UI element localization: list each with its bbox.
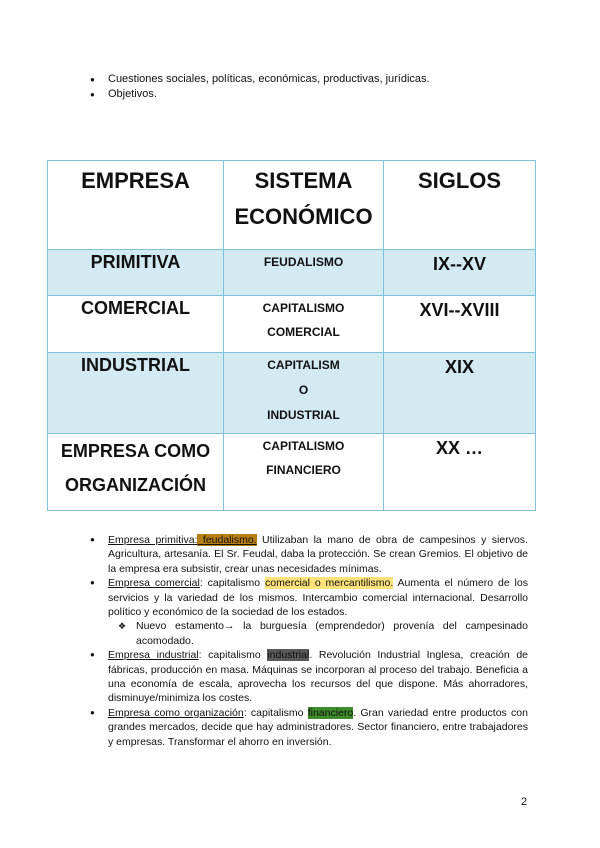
- cell-line: CAPITALISMO: [262, 439, 345, 453]
- cell-sistema: [224, 434, 384, 511]
- cell-line: CAPITALISMO: [262, 301, 345, 315]
- cell-line: O: [298, 383, 309, 397]
- cell-line: EMPRESA COMO: [60, 441, 211, 461]
- cell-siglos: XX …: [384, 434, 536, 511]
- table-row: [48, 353, 536, 434]
- cell-siglos: XIX: [384, 353, 536, 434]
- note-pre: : capitalismo: [198, 649, 268, 662]
- intro-bullet: ● Objetivos.: [90, 87, 430, 102]
- cell-empresa: INDUSTRIAL: [48, 353, 224, 434]
- cell-empresa: PRIMITIVA: [48, 250, 224, 296]
- note-pre: : capitalismo: [243, 706, 308, 719]
- note-term: Empresa como organización: [108, 706, 244, 719]
- note-text: . Gran variedad entre productos con grandes mercados, decide que hay administradores. Sector financiero, entre trabajadores y empresas. Transformar el ahorro en inversión.: [108, 706, 528, 748]
- note-pre: : capitalismo: [199, 577, 266, 590]
- header-siglos: SIGLOS: [384, 161, 536, 250]
- note-text: Aumenta el número de los servicios y la variedad de los mismos. Intercambio comercial internacional. Desarrollo político y económico de la sociedad de los estados.: [108, 577, 528, 619]
- note-subitem: ❖ Nuevo estamento→ la burguesía (emprendedor) provenía del campesinado acomodado.: [88, 619, 528, 648]
- note-text: . Revolución Industrial Inglesa, creación de fábricas, producción en masa. Máquinas se incorporan al proceso del trabajo. Beneficia a una economía de escala, aprovecha los recursos del que dispone. Más ahorradores, disminuye/minimiza los costes.: [108, 649, 528, 705]
- note-highlight: feudalismo.: [197, 534, 257, 546]
- intro-bullet-list: [90, 72, 430, 102]
- cell-line: CAPITALISM: [267, 358, 340, 372]
- notes-list: [88, 533, 528, 749]
- note-highlight: comercial o mercantilismo.: [265, 577, 394, 590]
- company-economic-system-table: [47, 160, 536, 511]
- note-term: Empresa primitiva: [108, 534, 195, 546]
- cell-line: COMERCIAL: [267, 325, 340, 339]
- table-row: [48, 250, 536, 296]
- cell-empresa: COMERCIAL: [48, 296, 224, 353]
- cell-sistema: [224, 353, 384, 434]
- note-highlight: financiero: [307, 706, 354, 719]
- header-empresa: EMPRESA: [48, 161, 224, 250]
- note-item: [88, 533, 528, 576]
- table-row: [48, 296, 536, 353]
- note-colon: :: [194, 534, 198, 546]
- page-number: 2: [521, 796, 528, 808]
- intro-bullet: ● Cuestiones sociales, políticas, económicas, productivas, jurídicas.: [90, 72, 430, 87]
- table-row: [48, 434, 536, 511]
- note-highlight: industrial: [267, 649, 310, 662]
- note-text: Utilizaban la mano de obra de campesinos y siervos. Agricultura, artesanía. El Sr. Feudal, daba la protección. Se crean Gremios. El objetivo de la empresa era subsistir, crear unas necesidades mínimas.: [108, 534, 528, 575]
- cell-sistema: FEUDALISMO: [224, 250, 384, 296]
- note-item: [88, 576, 528, 619]
- header-sistema: SISTEMA ECONÓMICO: [224, 161, 384, 250]
- cell-line: INDUSTRIAL: [267, 408, 340, 422]
- note-item: [88, 706, 528, 749]
- cell-sistema: [224, 296, 384, 353]
- cell-empresa: [48, 434, 224, 511]
- note-term: Empresa comercial: [108, 577, 200, 590]
- cell-siglos: XVI--XVIII: [384, 296, 536, 353]
- cell-siglos: IX--XV: [384, 250, 536, 296]
- cell-line: FINANCIERO: [266, 463, 341, 477]
- cell-line: ORGANIZACIÓN: [65, 475, 206, 495]
- note-term: Empresa industrial: [108, 649, 199, 662]
- note-item: [88, 648, 528, 706]
- table-header-row: [48, 161, 536, 250]
